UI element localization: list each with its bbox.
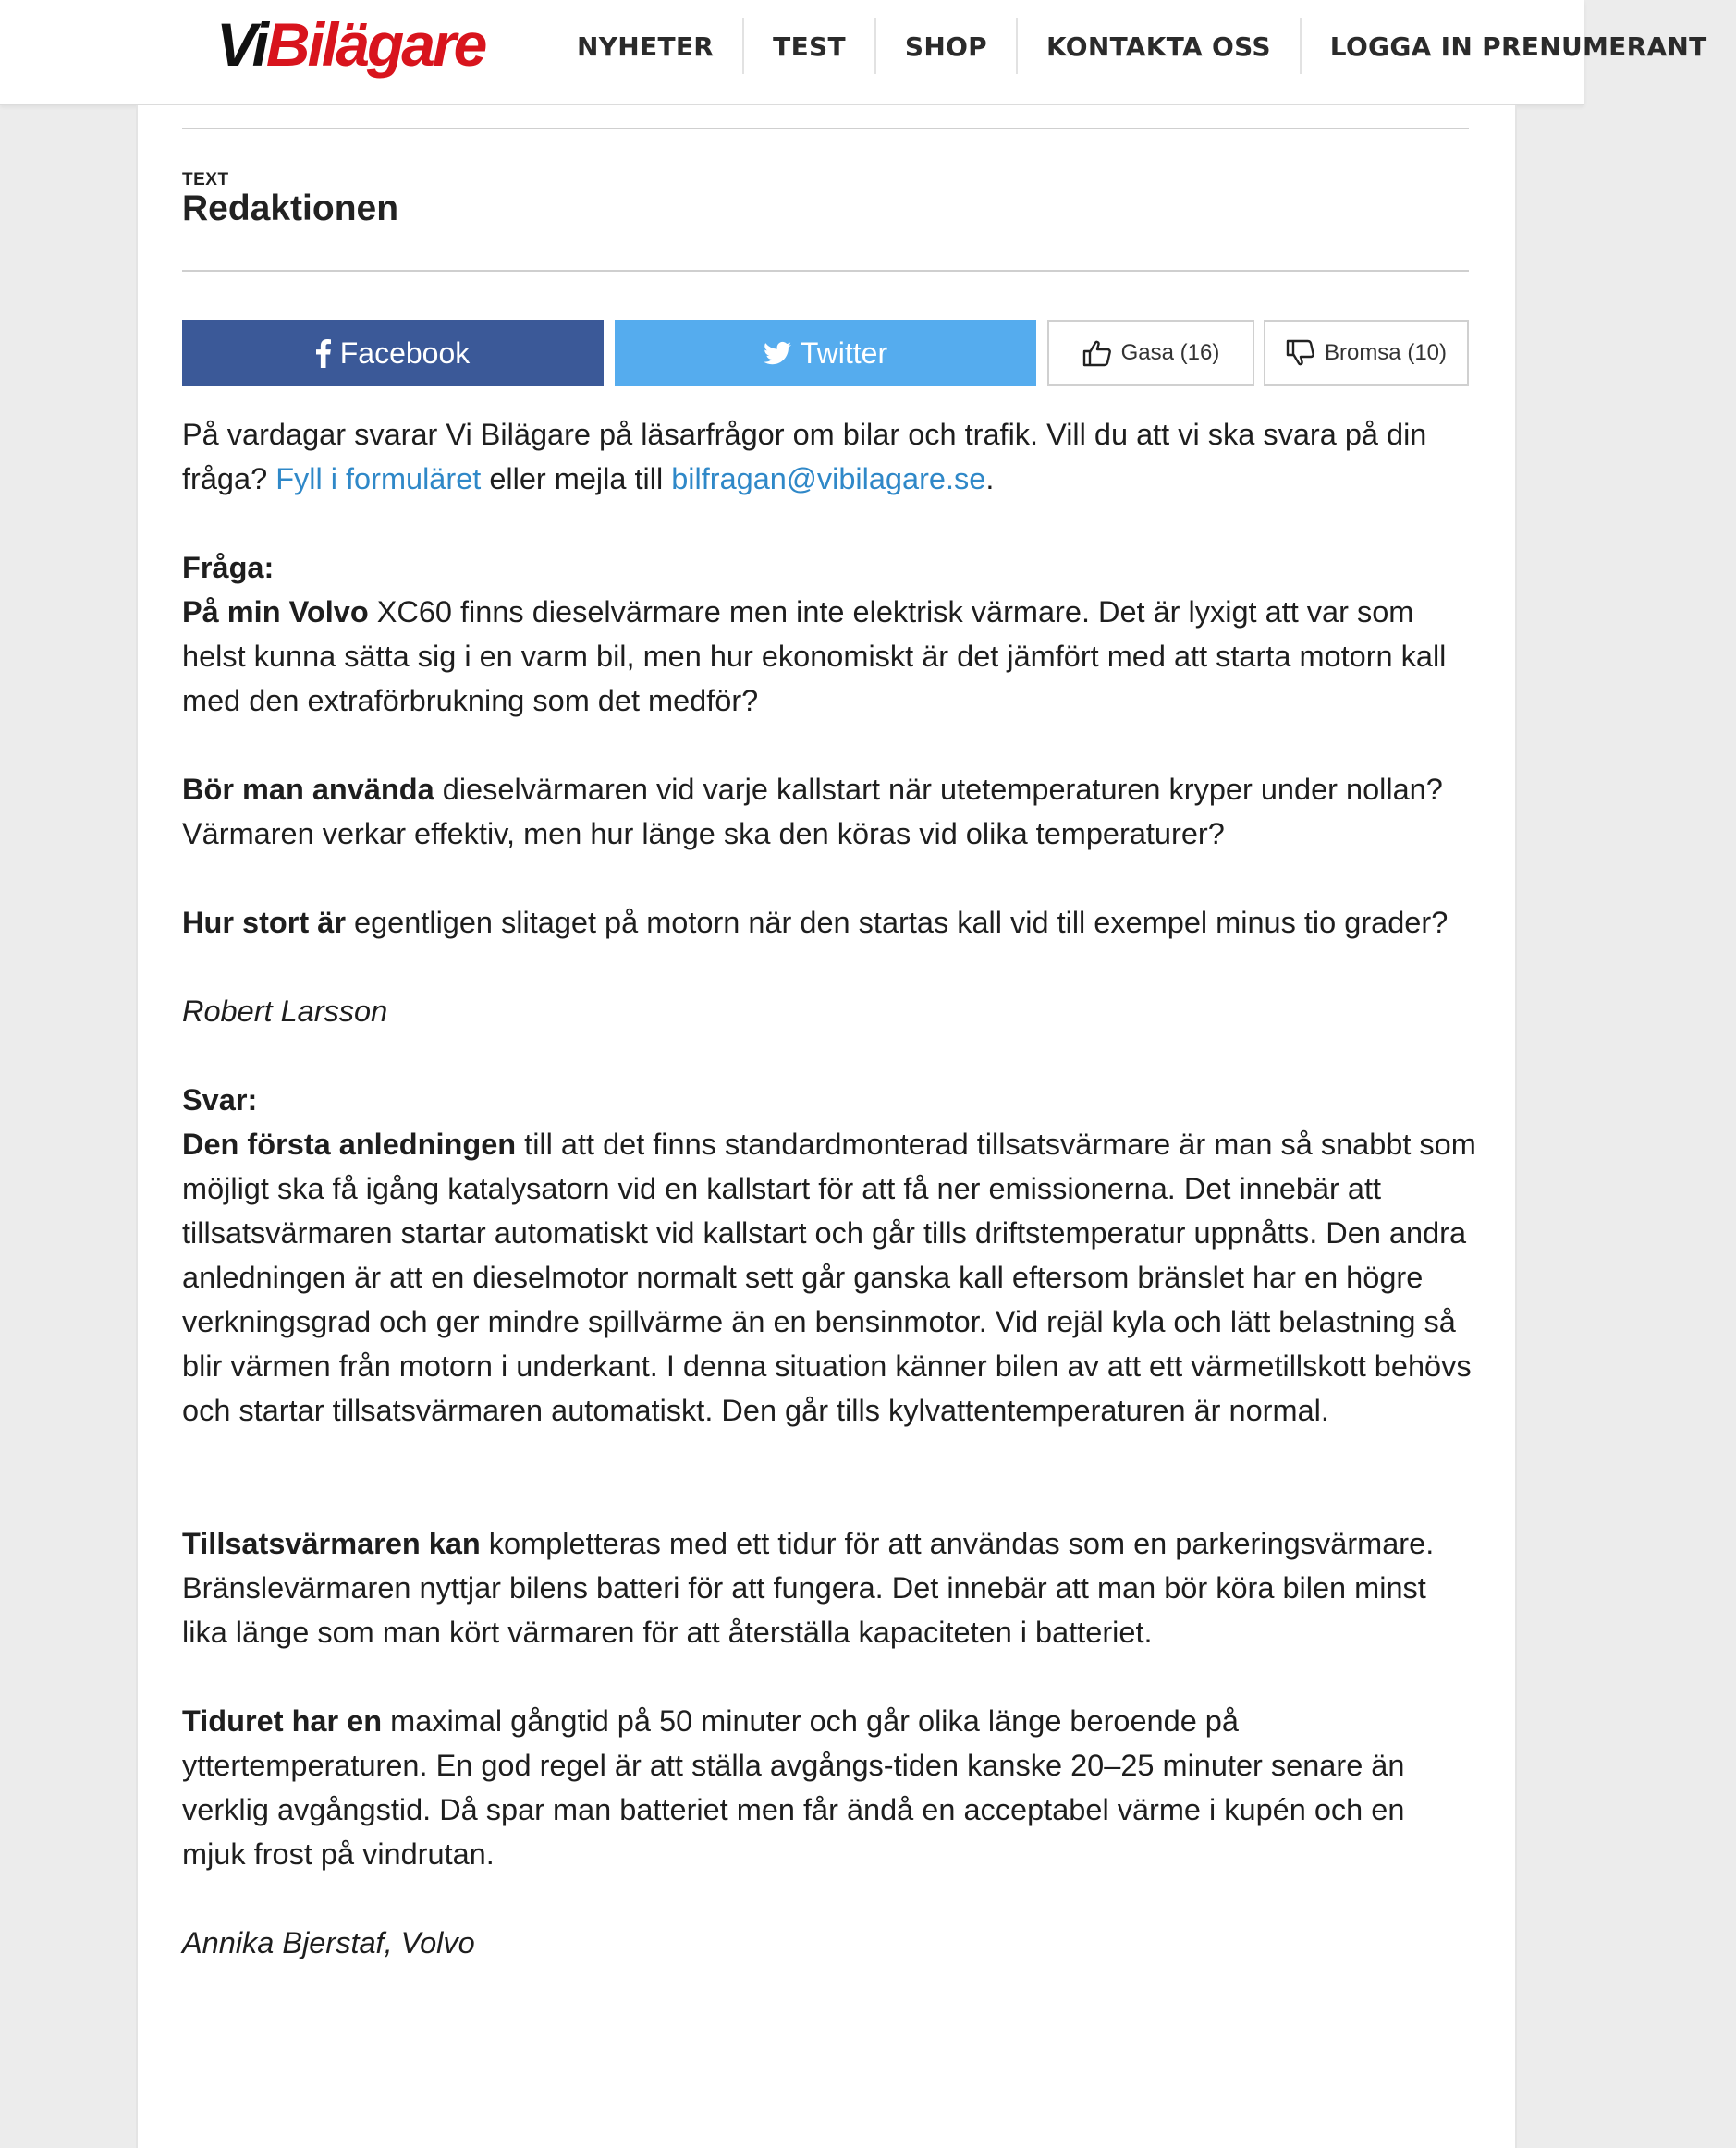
- answer-text-2: kompletteras med ett tidur för att användas som en parkeringsvärmare. Bränslevärmaren nyttjar bilens batteri för att fungera. Det innebär att man bör köra bilen minst lika länge som man kört värmaren för att återställa kapaciteten i batteriet.: [182, 1527, 1435, 1649]
- answer-lead-2: Tillsatsvärmaren kan: [182, 1527, 481, 1560]
- nav-shop[interactable]: SHOP: [874, 18, 1016, 74]
- nav-nyheter[interactable]: NYHETER: [577, 31, 715, 62]
- question-paragraph-2: [182, 767, 1476, 856]
- gasa-label: Gasa (16): [1120, 340, 1220, 365]
- intro-text-2: eller mejla till: [481, 462, 672, 495]
- form-link[interactable]: Fyll i formuläret: [275, 462, 482, 495]
- main-nav: [547, 18, 1736, 74]
- divider-top: [182, 128, 1469, 129]
- answer-paragraph-2: [182, 1521, 1476, 1654]
- article-body: [182, 412, 1476, 2009]
- answer-lead-3: Tiduret har en: [182, 1704, 383, 1738]
- facebook-label: Facebook: [339, 336, 471, 370]
- byline-label: TEXT: [182, 170, 229, 189]
- twitter-icon: [764, 342, 791, 365]
- site-header: [0, 0, 1707, 105]
- bromsa-button[interactable]: [1264, 320, 1469, 386]
- question-paragraph-1: [182, 545, 1476, 723]
- email-link[interactable]: bilfragan@vibilagare.se: [671, 462, 986, 495]
- logo-vi: Vi: [216, 10, 266, 79]
- intro-paragraph: [182, 412, 1476, 501]
- nav-logga-in[interactable]: LOGGA IN PRENUMERANT: [1300, 18, 1736, 74]
- question-text-1: XC60 finns dieselvärmare men inte elektrisk värmare. Det är lyxigt att var som helst kunna sätta sig i en varm bil, men hur ekonomiskt är det jämfört med att starta motorn kall med den extraförbrukning som det medför?: [182, 595, 1447, 717]
- thumbs-up-icon: [1082, 339, 1112, 367]
- question-lead-3: Hur stort är: [182, 906, 346, 939]
- answer-text-1: till att det finns standardmonterad tillsatsvärmare är man så snabbt som möjligt ska få igång katalysatorn vid en kallstart för att få ner emissionerna. Det innebär att tillsatsvärmaren startar automatiskt vid kallstart och går tills driftstemperatur uppnåtts. Den andra anledningen är att en dieselmotor normalt sett går ganska kall eftersom bränslet har en högre verkningsgrad och ger mindre spillvärme än en bensinmotor. Vid rejäl kyla och lätt belastning så blir värmen från motorn i underkant. I denna situation känner bilen av att ett värmetillskott behövs och startar tillsatsvärmaren automatiskt. Den går tills kylvattentemperaturen är normal.: [182, 1128, 1476, 1427]
- answer-heading: Svar:: [182, 1083, 258, 1117]
- logo-bilagare: Bilägare: [265, 10, 485, 79]
- share-twitter-button[interactable]: [615, 320, 1036, 386]
- intro-text-3: .: [985, 462, 995, 495]
- thumbs-down-icon: [1286, 339, 1315, 367]
- answer-paragraph-1: [182, 1078, 1476, 1433]
- answer-signature: Annika Bjerstaf, Volvo: [182, 1926, 475, 1959]
- intro-text: På vardagar svarar Vi Bilägare på läsarfrågor om bilar och trafik. Vill du att vi ska svara på din fråga?: [182, 418, 1427, 495]
- question-paragraph-3: [182, 900, 1476, 945]
- question-lead-1: På min Volvo: [182, 595, 369, 629]
- answer-lead-1: Den första anledningen: [182, 1128, 517, 1161]
- nav-kontakta-oss[interactable]: KONTAKTA OSS: [1016, 18, 1300, 74]
- answer-text-3: maximal gångtid på 50 minuter och går olika länge beroende på yttertemperaturen. En god regel är att ställa avgångs-tiden kanske 20–25 minuter senare än verklig avgångstid. Då spar man batteriet men får ändå en acceptabel värme i kupén och en mjuk frost på vindrutan.: [182, 1704, 1405, 1871]
- site-logo[interactable]: [216, 7, 484, 81]
- share-facebook-button[interactable]: [182, 320, 604, 386]
- byline-author: Redaktionen: [182, 189, 399, 228]
- gasa-button[interactable]: [1047, 320, 1254, 386]
- question-text-3: egentligen slitaget på motorn när den startas kall vid till exempel minus tio grader?: [345, 906, 1449, 939]
- bromsa-label: Bromsa (10): [1324, 340, 1448, 365]
- facebook-icon: [316, 338, 331, 368]
- question-text-2: dieselvärmaren vid varje kallstart när utetemperaturen kryper under nollan? Värmaren verkar effektiv, men hur länge ska den köras vid olika temperaturer?: [182, 773, 1443, 850]
- question-heading: Fråga:: [182, 551, 275, 584]
- twitter-label: Twitter: [800, 336, 888, 370]
- divider-byline: [182, 270, 1469, 272]
- answer-paragraph-3: [182, 1699, 1476, 1876]
- question-lead-2: Bör man använda: [182, 773, 434, 806]
- nav-test[interactable]: TEST: [742, 18, 874, 74]
- question-signature: Robert Larsson: [182, 995, 388, 1028]
